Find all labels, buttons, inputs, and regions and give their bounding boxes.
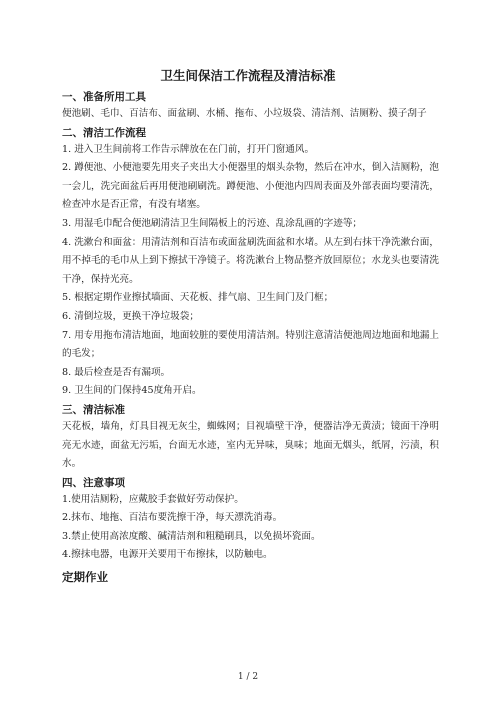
page-number: 1 / 2 xyxy=(237,672,259,682)
paragraph: 4.擦抹电器，电源开关要用干布擦抹，以防触电。 xyxy=(62,549,273,561)
paragraph: 便池刷、毛巾、百洁布、面盆刷、水桶、拖布、小垃圾袋、清洁剂、洁厕粉、摸子刮子 xyxy=(62,108,427,119)
document-body xyxy=(62,88,439,586)
paragraph: 5. 根据定期作业擦拭墙面、天花板、排气扇、卫生间门及门框； xyxy=(62,292,334,304)
section-heading: 一、准备所用工具 xyxy=(62,91,146,103)
section-heading: 四、注意事项 xyxy=(62,476,125,489)
section-workflow xyxy=(62,125,439,401)
paragraph: 6. 清倒垃圾，更换干净垃圾袋； xyxy=(62,310,199,322)
paragraph: 7. 用专用拖布清洁地面，地面较脏的要使用清洁剂。特别注意清洁便池周边地面和地漏上的毛发； xyxy=(62,329,439,360)
section-tools xyxy=(62,89,439,124)
paragraph: 9. 卫生间的门保持45度角开启。 xyxy=(62,385,202,397)
paragraph: 2.抹布、地拖、百洁布要洗擦干净，每天漂洗消毒。 xyxy=(62,512,283,524)
section-title-periodic: 定期作业 xyxy=(62,570,108,585)
section-heading: 二、清洁工作流程 xyxy=(62,126,146,139)
paragraph: 2. 蹲便池、小便池要先用夹子夹出大小便器里的烟头杂物，然后在冲水，倒入洁厕粉，泡一会儿，洗完面盆后再用便池刷刷洗。蹲便池、小便池内四周表面及外部表面均要清洗，检查冲水是否正常，有没有堵塞。 xyxy=(62,162,439,211)
paragraph: 1. 进入卫生间前将工作告示牌放在在门前，打开门窗通风。 xyxy=(62,143,315,155)
document-title: 卫生间保洁工作流程及清洁标准 xyxy=(160,68,336,83)
paragraph: 1.使用洁厕粉，应戴胶手套做好劳动保护。 xyxy=(62,493,244,505)
paragraph: 3. 用湿毛巾配合便池刷清洁卫生间隔板上的污迹、乱涂乱画的字迹等； xyxy=(62,217,363,229)
paragraph: 天花板，墙角，灯具目视无灰尘，蜘蛛网；目视墙壁干净，便器洁净无黄渍；镜面干净明亮无水迹，面盆无污垢，台面无水迹，室内无异味，臭味；地面无烟头，纸屑，污渍，积水。 xyxy=(62,420,439,470)
paragraph: 8. 最后检查是否有漏项。 xyxy=(62,366,171,378)
section-standards xyxy=(62,402,439,474)
paragraph: 3.禁止使用高浓度酸、碱清洁剂和粗糙刷具，以免损坏瓷面。 xyxy=(62,530,321,542)
paragraph: 4. 洗漱台和面盆：用清洁剂和百洁布或面盆刷洗面盆和水堵。从左到右抹干净洗漱台面，用不掉毛的毛巾从上到下擦拭干净镜子。将洗漱台上物品整齐放回原位；水龙头也要清洗干净，保持光亮。 xyxy=(62,236,439,285)
section-notes xyxy=(62,475,439,565)
section-heading: 三、清洁标准 xyxy=(62,403,125,416)
